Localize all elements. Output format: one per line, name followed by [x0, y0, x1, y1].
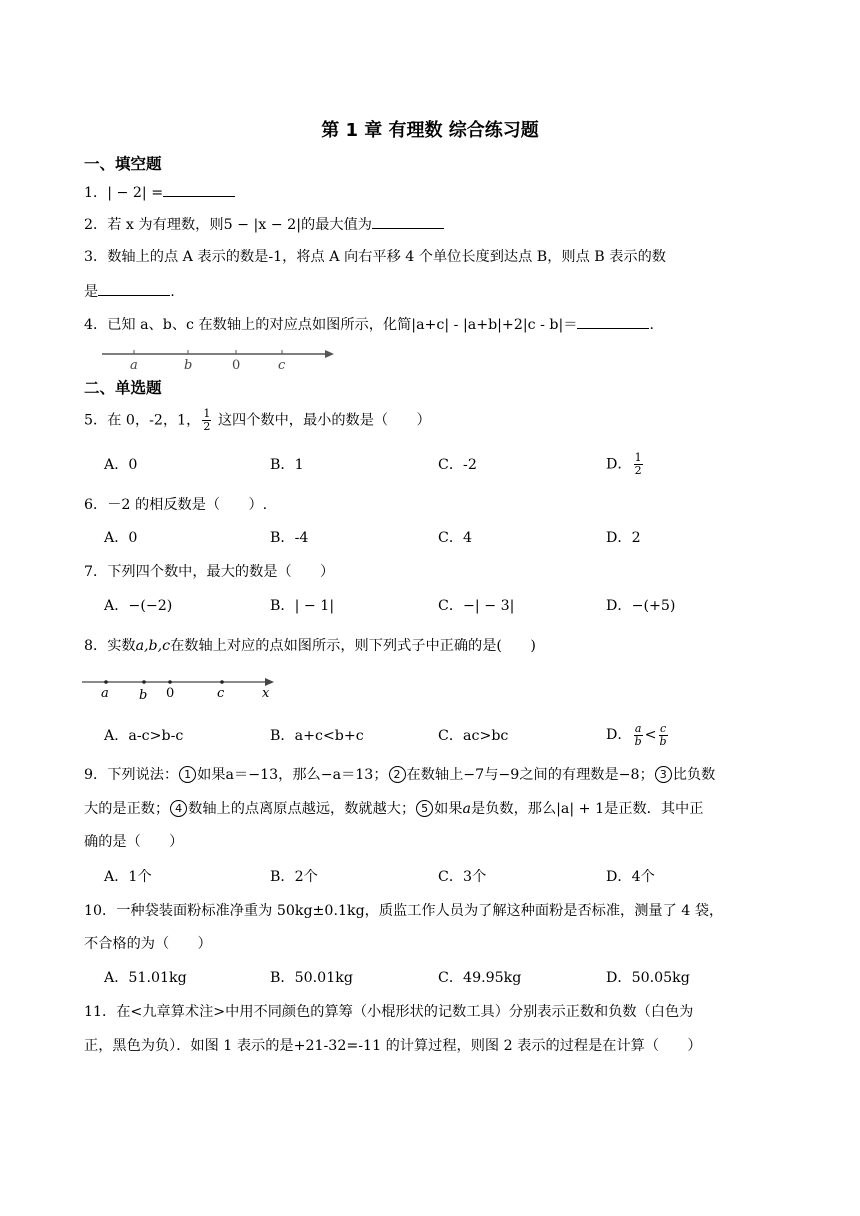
question-8: 8．实数a,b,c在数轴上对应的点如图所示，则下列式子中正确的是( )	[84, 638, 536, 654]
axis-label-c: c	[217, 686, 225, 701]
option-c[interactable]: C．-2	[438, 457, 477, 473]
question-3-line-1: 3．数轴上的点 A 表示的数是-1，将点 A 向右平移 4 个单位长度到达点 B，则点 B 表示的数	[84, 249, 666, 265]
question-4: 4．已知 a、b、c 在数轴上的对应点如图所示，化简|a+c| - |a+b|+2|c - b|＝ .	[84, 314, 654, 335]
option-a[interactable]: A．1个	[104, 869, 152, 885]
option-a[interactable]: A．0	[104, 530, 138, 546]
option-a[interactable]: A．a-c>b-c	[104, 728, 184, 744]
option-d[interactable]: D．−(+5)	[606, 598, 676, 614]
option-b[interactable]: B．a+c<b+c	[270, 728, 364, 744]
question-3-line-2: 是 .	[84, 281, 175, 302]
option-a[interactable]: A．51.01kg	[104, 970, 187, 986]
option-d[interactable]: D． $\frac{1}{2}$	[606, 451, 642, 477]
page-title: 第 1 章 有理数 综合练习题	[321, 120, 539, 141]
section-single-choice: 二、单选题	[84, 379, 162, 397]
axis-label-a: a	[130, 358, 138, 372]
option-b[interactable]: B．2个	[270, 869, 318, 885]
question-11-line-2: 正，黑色为负）．如图 1 表示的是+21-32=-11 的计算过程，则图 2 表示的过程是在计算（ ）	[84, 1038, 702, 1054]
question-7: 7．下列四个数中，最大的数是（ ）	[84, 564, 335, 580]
axis-label-a: a	[101, 686, 109, 701]
option-c[interactable]: C．−| − 3|	[438, 598, 515, 614]
option-c[interactable]: C．49.95kg	[438, 970, 522, 986]
axis-label-zero: 0	[232, 358, 241, 372]
option-b[interactable]: B．| − 1|	[270, 598, 335, 614]
axis-label-b: b	[139, 688, 148, 703]
number-line-figure-q8	[80, 670, 280, 704]
option-b[interactable]: B．-4	[270, 530, 309, 546]
option-b[interactable]: B．1	[270, 457, 304, 473]
question-9-line-1: 9．下列说法： 1 如果a＝−13，那么−a＝13； 2 在数轴上−7与−9之间的有理数是−8； 3 比负数	[84, 767, 716, 783]
question-9-line-2: 大的是正数； 4 数轴上的点离原点越远，数就越大； 5 如果a是负数，那么|a| + 1是正数．其中正	[84, 801, 704, 817]
question-10-line-1: 10．一种袋装面粉标准净重为 50kg±0.1kg，质监工作人员为了解这种面粉是否标准，测量了 4 袋，	[84, 903, 724, 919]
section-fill-blank: 一、填空题	[84, 155, 162, 173]
fraction: $\frac{1}{2}$	[203, 407, 211, 433]
axis-label-b: b	[184, 358, 193, 372]
number-line-figure-q4	[98, 342, 338, 372]
option-c[interactable]: C．4	[438, 530, 473, 546]
question-6: 6．－2 的相反数是（ ）.	[84, 497, 268, 513]
option-d[interactable]: D．50.05kg	[606, 970, 690, 986]
option-d[interactable]: D．2	[606, 530, 641, 546]
axis-label-x: x	[262, 686, 270, 701]
option-a[interactable]: A．0	[104, 457, 138, 473]
axis-label-zero: 0	[166, 686, 175, 701]
question-10-line-2: 不合格的为（ ）	[84, 936, 212, 952]
answer-blank[interactable]	[98, 281, 170, 296]
answer-blank[interactable]	[372, 214, 444, 229]
axis-label-c: c	[278, 358, 286, 372]
option-c[interactable]: C．3个	[438, 869, 487, 885]
option-b[interactable]: B．50.01kg	[270, 970, 353, 986]
answer-blank[interactable]	[577, 314, 649, 329]
option-a[interactable]: A．−(−2)	[104, 598, 173, 614]
question-9-line-3: 确的是（ ）	[84, 834, 184, 850]
option-d[interactable]: D．4个	[606, 869, 655, 885]
question-1: 1．| − 2| =	[84, 182, 235, 203]
question-5: 5．在 0，-2，1， $\frac{1}{2}$ 这四个数中，最小的数是（ ）	[84, 407, 431, 433]
option-d[interactable]: D． $\frac{a}{b}$ < $\frac{c}{b}$	[606, 721, 667, 748]
option-c[interactable]: C．ac>bc	[438, 728, 509, 744]
answer-blank[interactable]	[163, 182, 235, 197]
question-2: 2．若 x 为有理数，则5 − |x − 2|的最大值为	[84, 214, 444, 235]
question-11-line-1: 11．在<九章算术注>中用不同颜色的算筹（小棍形状的记数工具）分别表示正数和负数（白色为	[84, 1004, 694, 1020]
